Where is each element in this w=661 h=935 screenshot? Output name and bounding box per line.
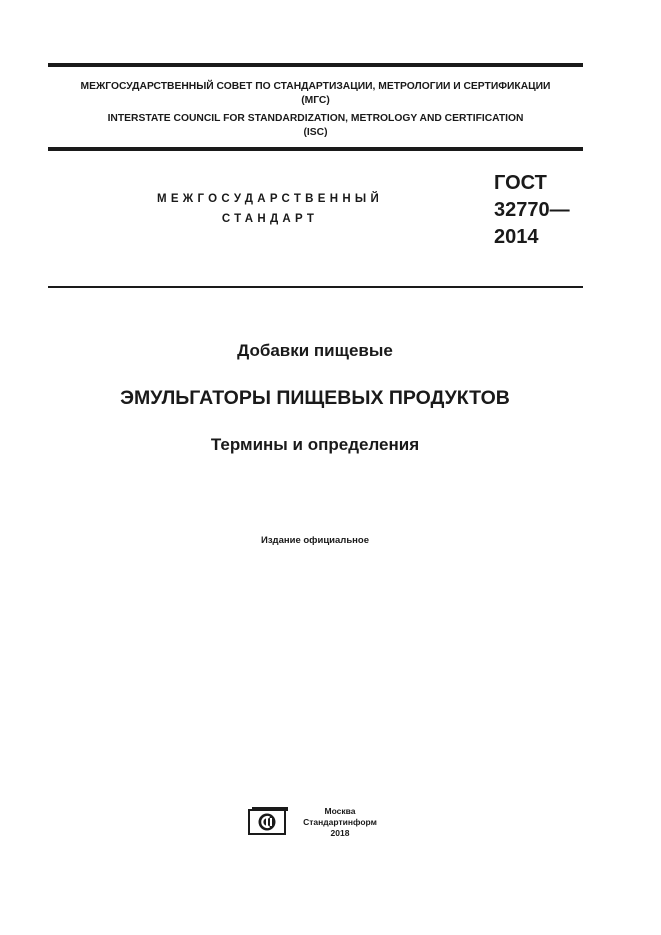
gost-year: 2014	[494, 226, 539, 248]
council-en-abbr: (ISC)	[303, 127, 328, 138]
gost-number: 32770—	[494, 199, 570, 221]
interstate-standard-label	[120, 189, 420, 229]
council-ru-block	[48, 80, 583, 108]
standard-label-line2: СТАНДАРТ	[221, 213, 319, 225]
council-ru-abbr: (МГС)	[301, 95, 330, 106]
standard-label-line1: МЕЖГОСУДАРСТВЕННЫЙ	[156, 193, 384, 205]
official-edition-label: Издание официальное	[261, 535, 369, 546]
publisher-city: Москва	[324, 806, 356, 816]
header-bottom-rule	[48, 147, 583, 151]
council-en-name: INTERSTATE COUNCIL FOR STANDARDIZATION, METROLOGY AND CERTIFICATION	[107, 113, 524, 124]
subtitle: Добавки пищевые	[237, 341, 393, 360]
top-rule	[48, 63, 583, 67]
standartinform-logo-icon	[248, 806, 288, 836]
designation-rule	[48, 286, 583, 288]
terms-title: Термины и определения	[210, 435, 420, 454]
gost-prefix: ГОСТ	[494, 172, 547, 194]
publisher-block	[300, 806, 380, 839]
council-ru-name: МЕЖГОСУДАРСТВЕННЫЙ СОВЕТ ПО СТАНДАРТИЗАЦИИ, МЕТРОЛОГИИ И СЕРТИФИКАЦИИ	[80, 81, 551, 92]
publisher-year: 2018	[330, 828, 350, 838]
gost-designation	[494, 170, 570, 251]
council-en-block	[48, 112, 583, 140]
publisher-name: Стандартинформ	[303, 817, 377, 827]
main-title: ЭМУЛЬГАТОРЫ ПИЩЕВЫХ ПРОДУКТОВ	[120, 387, 510, 409]
